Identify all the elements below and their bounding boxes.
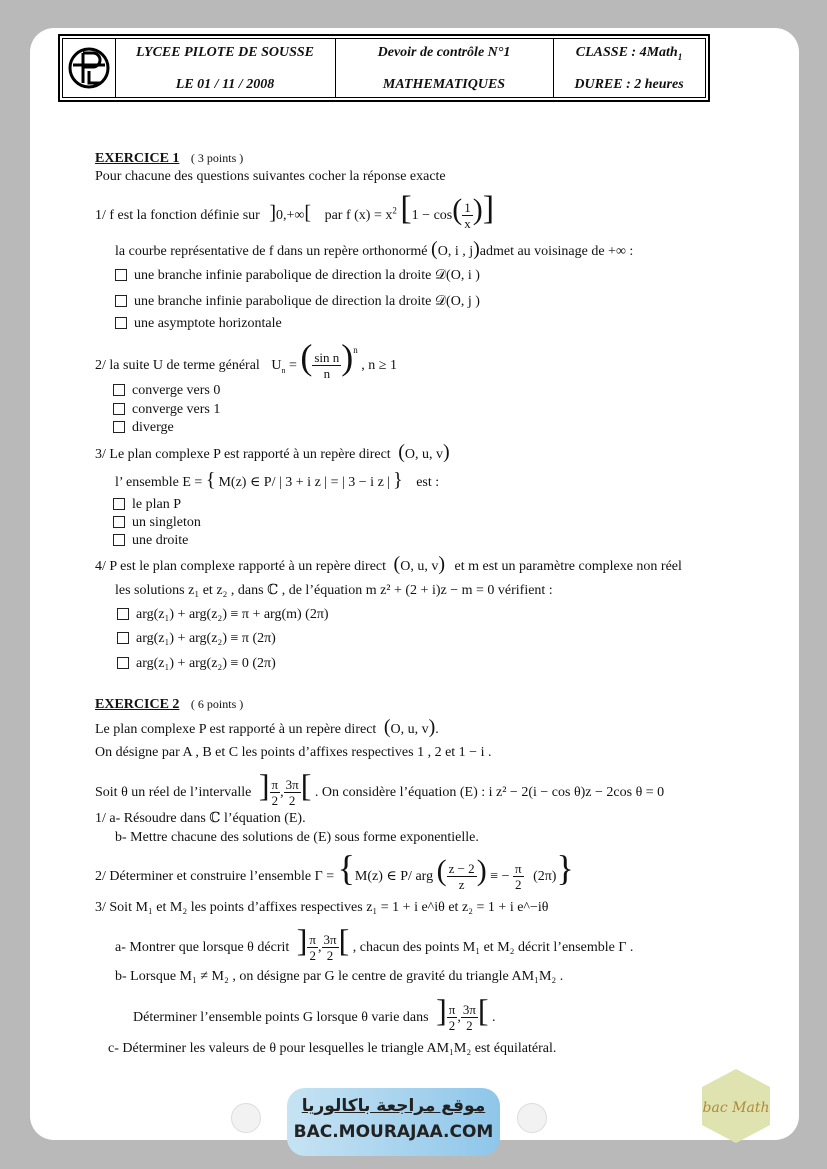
ex1-q1-option[interactable]: une asymptote horizontale <box>115 315 282 332</box>
ex1-q2-option[interactable]: converge vers 1 <box>113 401 220 418</box>
ex2-q3c: c- Déterminer les valeurs de θ pour lesquelles le triangle AM₁M₂ est équilatéral. <box>108 1041 557 1056</box>
ex2-heading: EXERCICE 2 ( 6 points ) <box>95 697 244 712</box>
subject: MATHEMATIQUES <box>382 77 506 92</box>
ex2-line2: On désigne par A , B et C les points d’affixes respectives 1 , 2 et 1 − i . <box>95 745 492 760</box>
bac-math-badge-icon <box>697 1067 775 1145</box>
ex2-q2: 2/ Déterminer et construire l’ensemble Γ = {M(z) ∈ P/ arg ( $\frac{z - 2}{z}$ ) ≡ − $\frac{\pi}{2}$ (2π)} <box>95 848 574 893</box>
ex1-heading: EXERCICE 1 ( 3 points ) <box>95 151 244 166</box>
school-logo-icon <box>63 39 115 97</box>
ex1-q4-option[interactable]: arg(z₁) + arg(z₂) ≡ π + arg(m) (2π) <box>117 606 329 623</box>
checkbox[interactable] <box>113 421 125 433</box>
tree-logo-icon <box>517 1103 547 1133</box>
ex1-q4: 4/ P est le plan complexe rapporté à un repère direct (O, u, v) et m est un paramètre complexe non réel <box>95 553 682 575</box>
duration: DUREE : 2 heures <box>574 77 684 92</box>
ex1-q4-line2: les solutions z₁ et z₂ , dans ℂ , de l’équation m z² + (2 + i)z − m = 0 vérifient : <box>115 583 553 598</box>
ex1-q2-option[interactable]: converge vers 0 <box>113 382 220 399</box>
ex2-q1a: 1/ a- Résoudre dans ℂ l’équation (E). <box>95 811 306 826</box>
checkbox[interactable] <box>113 534 125 546</box>
checkbox[interactable] <box>113 384 125 396</box>
ex1-q4-option[interactable]: arg(z₁) + arg(z₂) ≡ π (2π) <box>117 630 276 647</box>
class-label: CLASSE : 4Math$_1$ <box>575 45 683 62</box>
ex1-q1: 1/ f est la fonction définie sur ]0,+∞[ par f $(x) = x^2$ [1 − cos( $\frac{1}{x}$ )] <box>95 190 495 232</box>
ex2-line3: Soit θ un réel de l’intervalle ] $\frac{\pi}{2}$ , $\frac{3\pi}{2}$ [ . On considère l’équation (E) : i z² − 2(i − cos θ)z − 2cos θ = 0 <box>95 767 665 809</box>
ex1-q1-option[interactable]: une branche infinie parabolique de direction la droite 𝒟(O, i ) <box>115 267 480 284</box>
checkbox[interactable] <box>117 632 129 644</box>
ex2-q3a: a- Montrer que lorsque θ décrit ] $\frac{\pi}{2}$ , $\frac{3\pi}{2}$ [ , chacun des points M₁ et M₂ décrit l’ensemble Γ . <box>115 922 634 964</box>
promo-banner[interactable] <box>287 1088 500 1156</box>
ex2-q1b: b- Mettre chacune des solutions de (E) sous forme exponentielle. <box>115 830 479 845</box>
checkbox[interactable] <box>113 403 125 415</box>
ex2-q3: 3/ Soit M₁ et M₂ les points d’affixes respectives z₁ = 1 + i e^iθ et z₂ = 1 + i e^−iθ <box>95 900 549 915</box>
checkbox[interactable] <box>113 516 125 528</box>
class-cell <box>553 39 705 97</box>
badge-text: bac Math <box>702 1100 770 1116</box>
exam-date: LE 01 / 11 / 2008 <box>175 77 275 92</box>
exam-title: Devoir de contrôle N°1 <box>377 45 511 60</box>
ex1-q3-option[interactable]: une droite <box>113 532 188 549</box>
tree-logo-icon <box>231 1103 261 1133</box>
ex1-q4-option[interactable]: arg(z₁) + arg(z₂) ≡ 0 (2π) <box>117 655 276 672</box>
ex2-line1: Le plan complexe P est rapporté à un repère direct (O, u, v). <box>95 716 439 738</box>
ex1-q2: 2/ la suite U de terme général $U_n$ = ( $\frac{\text{sin n}}{n}$ )$^n$ , n ≥ 1 <box>95 337 397 382</box>
checkbox[interactable] <box>113 498 125 510</box>
ex1-intro: Pour chacune des questions suivantes cocher la réponse exacte <box>95 169 446 184</box>
ex1-q3-option[interactable]: un singleton <box>113 514 201 531</box>
logo-cell <box>63 39 116 97</box>
school-name: LYCEE PILOTE DE SOUSSE <box>135 45 314 60</box>
exam-header <box>58 34 710 102</box>
promo-arabic: موقع مراجعة باكالوريا <box>301 1096 486 1116</box>
school-cell <box>115 39 336 97</box>
promo-site[interactable]: BAC.MOURAJAA.COM <box>293 1122 494 1142</box>
checkbox[interactable] <box>115 317 127 329</box>
checkbox[interactable] <box>115 269 127 281</box>
ex1-q1-option[interactable]: une branche infinie parabolique de direction la droite 𝒟(O, j ) <box>115 293 480 310</box>
ex2-q3b2: Déterminer l’ensemble points G lorsque θ varie dans ] $\frac{\pi}{2}$ , $\frac{3\pi}{2}$ [ . <box>133 992 496 1034</box>
exam-cell <box>335 39 554 97</box>
checkbox[interactable] <box>117 657 129 669</box>
ex1-q1-line2: la courbe représentative de f dans un repère orthonormé (O, i , j)admet au voisinage de +∞ : <box>115 238 634 260</box>
ex1-q3-set: l’ ensemble E = { M(z) ∈ P/ | 3 + i z | = | 3 − i z | } est : <box>115 469 440 491</box>
checkbox[interactable] <box>115 295 127 307</box>
checkbox[interactable] <box>117 608 129 620</box>
ex1-q3-option[interactable]: le plan P <box>113 496 181 513</box>
ex2-q3b1: b- Lorsque M₁ ≠ M₂ , on désigne par G le centre de gravité du triangle AM₁M₂ . <box>115 969 564 984</box>
ex1-q3: 3/ Le plan complexe P est rapporté à un repère direct (O, u, v) <box>95 441 450 463</box>
ex1-q2-option[interactable]: diverge <box>113 419 174 436</box>
